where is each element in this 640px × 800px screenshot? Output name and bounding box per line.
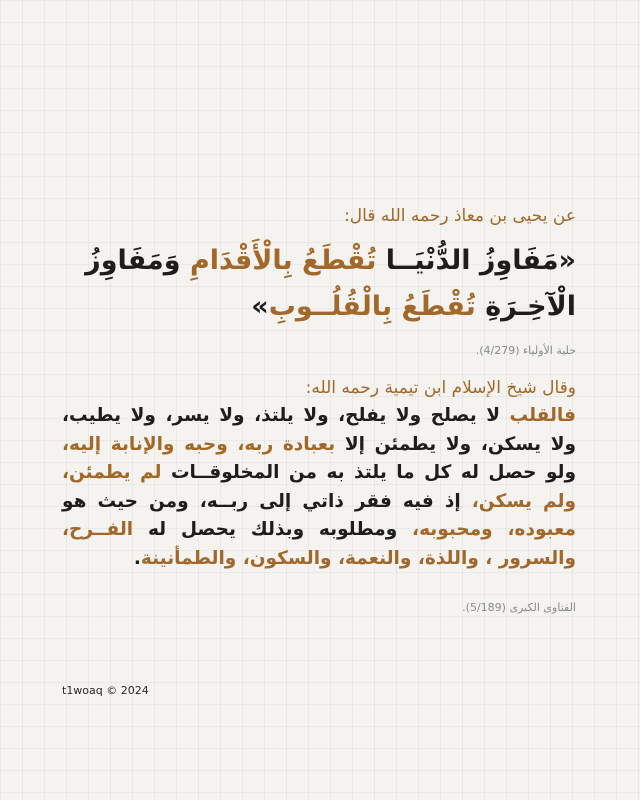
- quote-1-part-1: مَفَاوِزُ الدُّنْيَــا: [376, 245, 559, 276]
- copyright-text: t1woaq © 2024: [62, 684, 149, 697]
- quote-2-segment: ولو حصل له كل ما يلتذ به من المخلوقــات: [161, 462, 576, 483]
- quote-2-highlight-worship: بعبادة ربه، وحبه والإنابة إليه،: [62, 433, 336, 455]
- quote-2-text: [62, 402, 576, 573]
- quote-2-segment: ومطلوبه وبذلك يحصل له: [133, 519, 413, 540]
- quote-1-text: [62, 238, 576, 330]
- quote-1-highlight-2: تُقْطَعُ بِالْقُلُــوبِ: [268, 291, 476, 322]
- quote-2-intro: وقال شيخ الإسلام ابن تيمية رحمه الله:: [305, 378, 576, 398]
- quote-2-citation: الفتاوى الكبرى (5/189).: [462, 601, 576, 614]
- close-quote-mark: »: [251, 291, 269, 322]
- quote-1-part-3: وَمَفَاوِزُ الْآخِـرَةِ: [85, 245, 576, 322]
- quote-2-segment: لا يصلح ولا يفلح، ولا يلتذ، ولا يسر، ولا يطيب، ولا يسكن، ولا يطمئن إلا: [62, 405, 576, 455]
- quote-2-highlight-worshipped: معبوده، ومحبوبه،: [412, 519, 576, 540]
- quote-1-highlight-1: تُقْطَعُ بِالْأَقْدَامِ: [189, 245, 377, 276]
- quote-2-highlight-joy: الفــرح، والسرور ، واللذة، والنعمة، والسكون، والطمأنينة: [62, 519, 576, 569]
- quote-2-final-period: .: [133, 547, 141, 569]
- quote-1-citation: حلية الأولياء (4/279).: [475, 344, 576, 357]
- quote-2-highlight-no-rest: لم يطمئن، ولم يسكن،: [62, 462, 576, 512]
- quote-1-intro: عن يحيى بن معاذ رحمه الله قال:: [344, 206, 576, 226]
- quote-2-segment: إذ فيه فقر ذاتي إلى ربــه، ومن حيث هو: [62, 490, 472, 512]
- quote-2-highlight-heart: فالقلب: [509, 405, 576, 426]
- open-quote-mark: «: [558, 245, 576, 276]
